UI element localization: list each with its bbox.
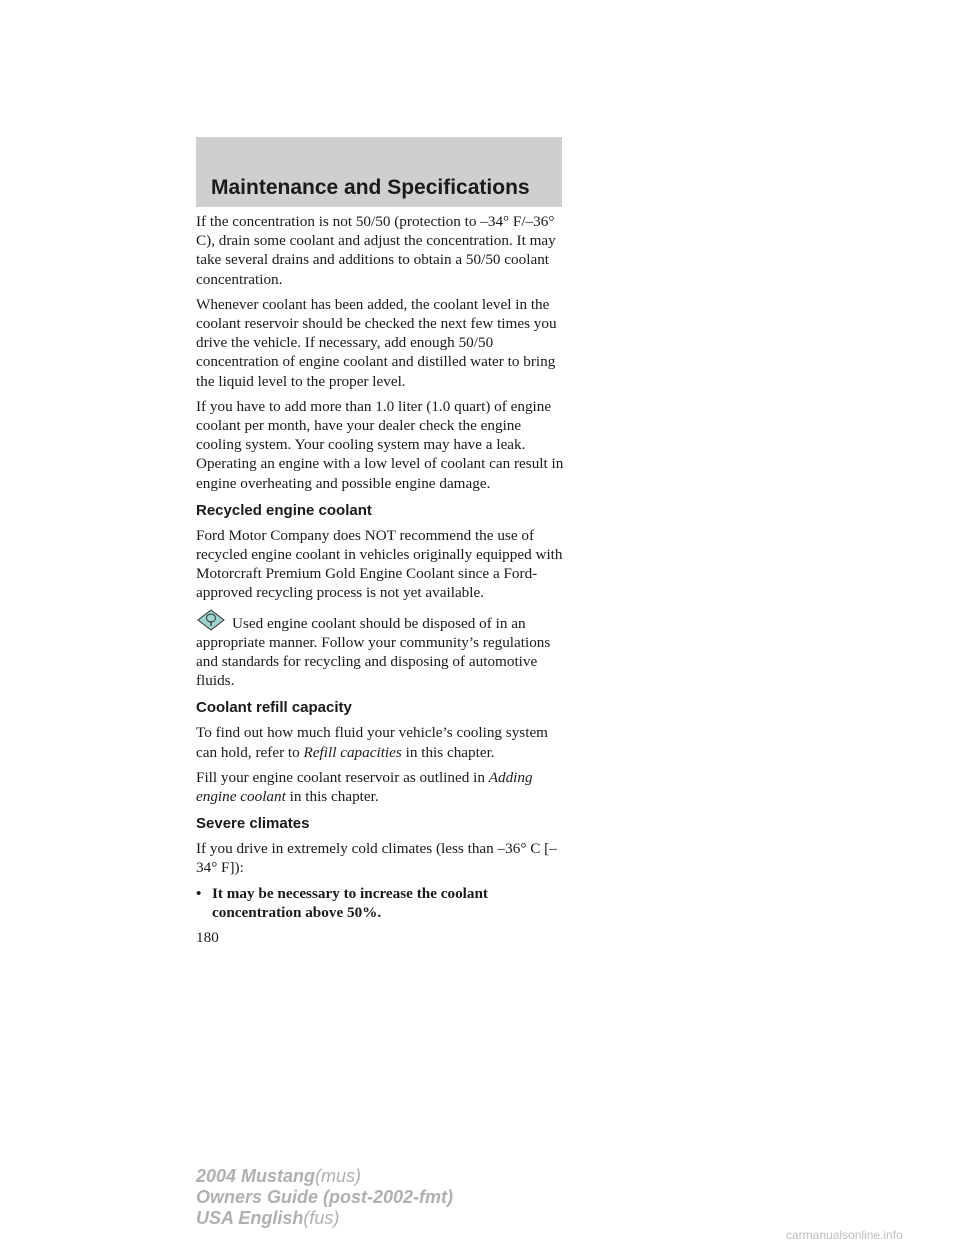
paragraph-refill-capacity	[196, 723, 568, 761]
link-refill-capacities[interactable]: Refill capacities	[303, 743, 402, 761]
footer-line-guide	[196, 1187, 453, 1208]
page-content	[196, 212, 568, 947]
paragraph-recycled-coolant: Ford Motor Company does NOT recommend the use of recycled engine coolant in vehicles originally equipped with Motorcraft Premium Gold Engine Coolant since a Ford-approved recycling process is not yet available.	[196, 526, 563, 602]
page-number: 180	[196, 929, 219, 947]
heading-refill-capacity: Coolant refill capacity	[196, 699, 352, 717]
footer-guide: Owners Guide (post-2002-fmt)	[196, 1187, 454, 1207]
paragraph-severe-climates: If you drive in extremely cold climates (less than –36° C [–34° F]):	[196, 840, 557, 877]
refill-text-pre: To find out how much fluid your vehicle’s cooling system can hold, refer to	[196, 724, 548, 761]
footer-model-code: (mus)	[315, 1166, 362, 1186]
footer-language: USA English	[196, 1208, 304, 1228]
heading-severe-climates: Severe climates	[196, 815, 310, 833]
footer-language-code: (fus)	[303, 1208, 340, 1228]
footer-line-model	[196, 1166, 453, 1187]
footer-model: 2004 Mustang	[196, 1166, 316, 1186]
page-title: Maintenance and Specifications	[211, 176, 530, 199]
watermark: carmanualsonline.info	[786, 1228, 903, 1242]
bullet-item	[196, 884, 568, 922]
document-footer	[196, 1166, 453, 1229]
link-adding-engine-coolant[interactable]: Adding engine coolant	[196, 768, 533, 806]
paragraph-coolant-leak: If you have to add more than 1.0 liter (1.0 quart) of engine coolant per month, have your dealer check the engine cooling system. Your cooling system may have a leak. Operating an engine with a low level of coolant can result in engine overheating and possible engine damage.	[196, 397, 564, 492]
heading-recycled-coolant: Recycled engine coolant	[196, 501, 372, 519]
environment-tree-icon	[196, 609, 226, 631]
refill-text-post: in this chapter.	[401, 743, 495, 761]
paragraph-disposal	[196, 609, 568, 691]
footer-line-language	[196, 1208, 453, 1229]
paragraph-concentration: If the concentration is not 50/50 (protection to –34° F/–36° C), drain some coolant and adjust the concentration. It may take several drains and additions to obtain a 50/50 coolant concentration.	[196, 213, 556, 288]
paragraph-fill-reservoir	[196, 768, 568, 806]
fill-text-pre: Fill your engine coolant reservoir as outlined in	[196, 768, 489, 786]
paragraph-disposal-text: Used engine coolant should be disposed of in an appropriate manner. Follow your community’s regulations and standards for recycling and disposing of automotive fluids.	[196, 614, 551, 690]
paragraph-coolant-added: Whenever coolant has been added, the coolant level in the coolant reservoir should be checked the next few times you drive the vehicle. If necessary, add enough 50/50 concentration of engine coolant and distilled water to bring the liquid level to the proper level.	[196, 295, 557, 390]
bullet-mark: •	[196, 884, 202, 902]
fill-text-post: in this chapter.	[285, 788, 379, 806]
bullet-text: It may be necessary to increase the coolant concentration above 50%.	[212, 884, 488, 921]
